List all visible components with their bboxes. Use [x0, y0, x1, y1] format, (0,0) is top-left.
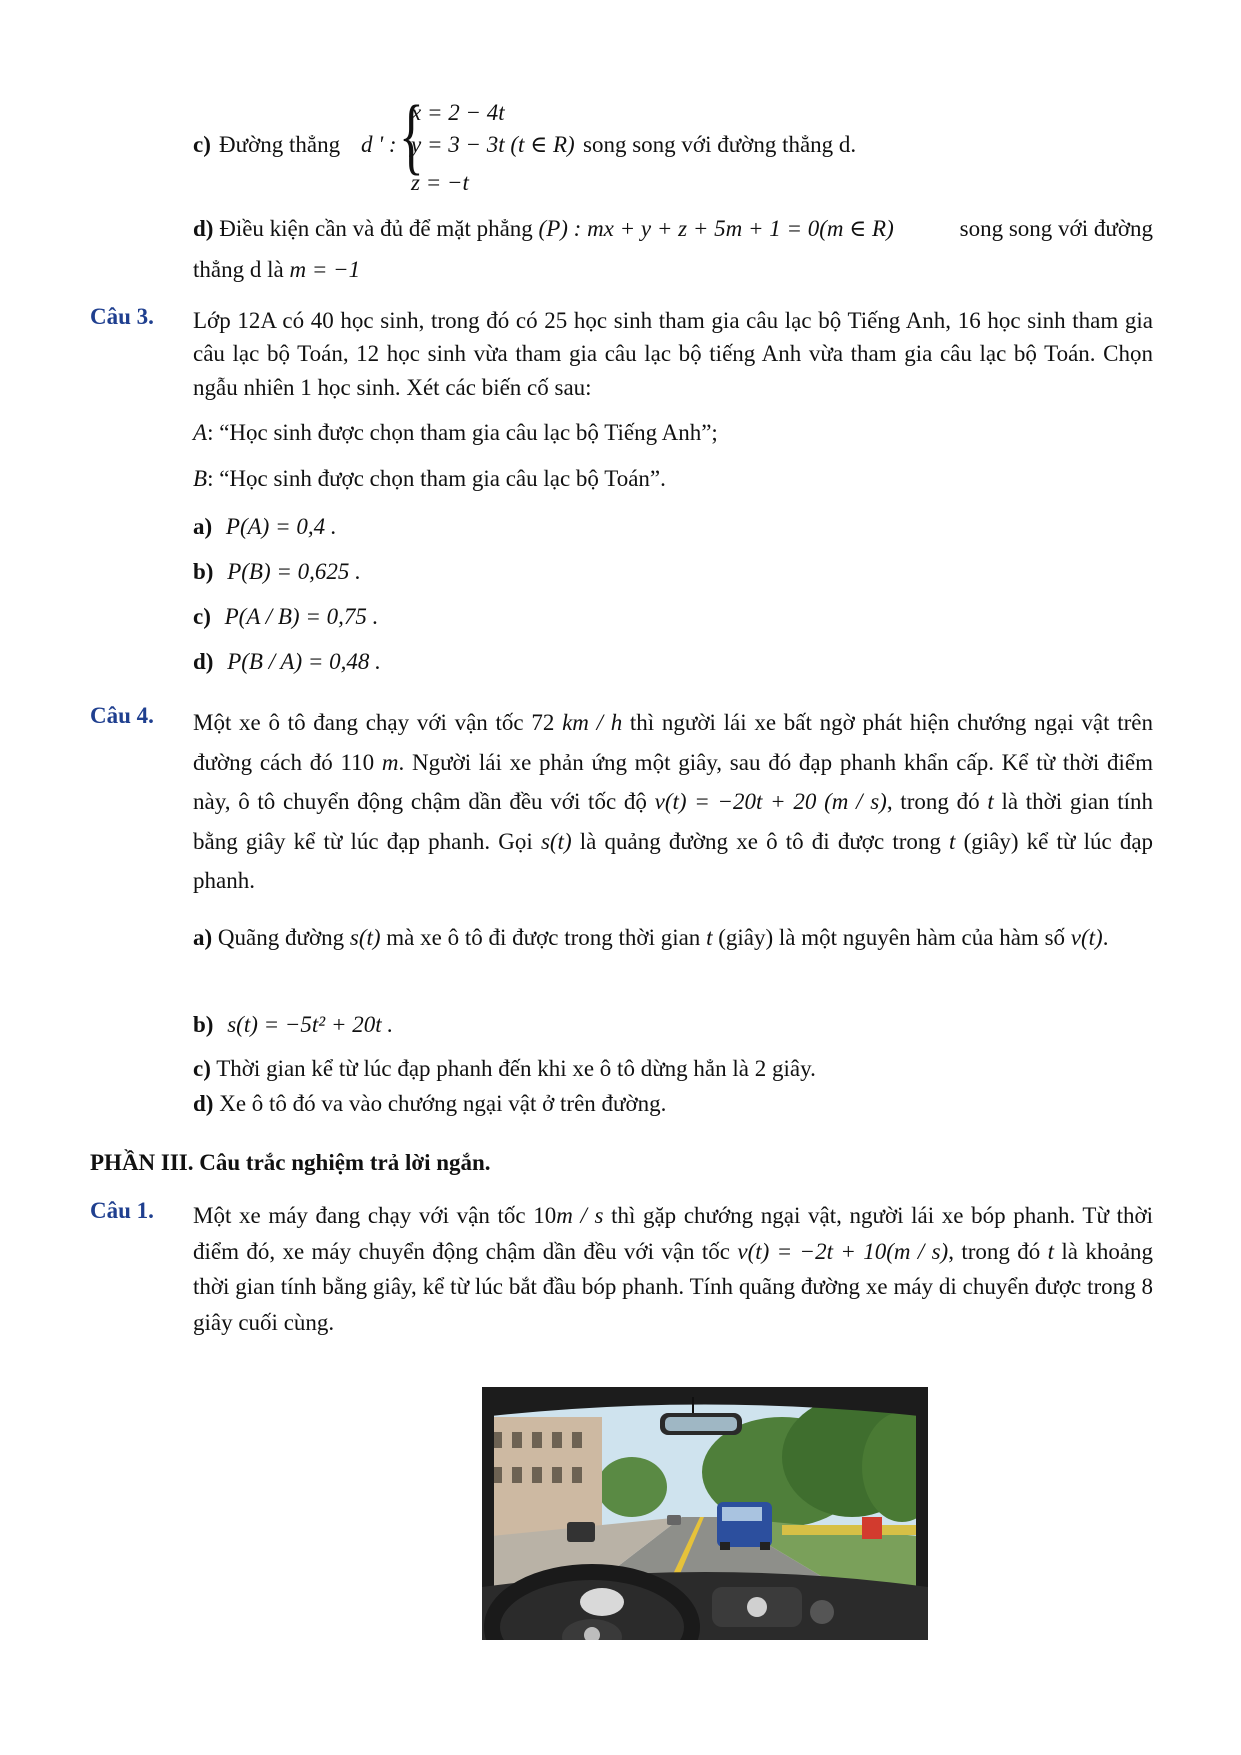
q4-p4: , trong đó: [886, 789, 980, 815]
q3-event-b-name: B: [193, 466, 208, 491]
system-brace: {: [399, 87, 424, 183]
q4-label: Câu 4.: [90, 703, 154, 728]
q2-c-sys-2: y = 3 − 3t (t ∈ R): [411, 132, 575, 157]
q3-option-expr: P(A) = 0,4 .: [225, 514, 337, 539]
q4-item-c: [193, 1052, 816, 1085]
p3q1-velocity-formula: v(t) = −2t + 10(m / s): [737, 1238, 949, 1264]
q2-d-line1: [193, 212, 1153, 245]
p3q1-t2: thì gặp chướng ngại vật, người lái xe bóp phanh. Từ thời điểm đó, xe máy chuyển động chậm dần đều với vận tốc: [193, 1203, 1154, 1264]
p3q1-t4: là khoảng thời gian tính bằng giây, kể từ lúc bắt đầu bóp phanh. Tính quãng đường xe máy di chuyển được trong 8 giây cuối cùng.: [193, 1238, 1154, 1335]
q4-text: [193, 703, 1153, 901]
q2-c-text1: Đường thẳng: [219, 132, 341, 157]
q3-option-expr: P(A / B) = 0,75 .: [224, 604, 379, 629]
driver-view-image: [482, 1387, 928, 1640]
q3-option-d: [193, 645, 381, 678]
q2-d-plane: (P) : mx + y + z + 5m + 1 = 0(m ∈ R): [538, 216, 894, 241]
q4-a-text1: Quãng đường: [217, 925, 345, 950]
q3-option-label: b): [193, 559, 214, 584]
q2-c-sys-3: z = −t: [411, 170, 469, 195]
q4-a-text3: (giây) là một nguyên hàm của hàm số: [718, 925, 1066, 950]
q4-p7: (giây) kể từ lúc đạp phanh.: [193, 828, 1154, 894]
q4-velocity-formula: v(t) = −20t + 20 (m / s): [654, 789, 887, 815]
p3q1-speed-unit: m / s: [556, 1203, 604, 1228]
p3q1-t3: , trong đó: [948, 1238, 1041, 1264]
q4-speed-unit: km / h: [562, 710, 623, 735]
q4-item-a: [193, 918, 1153, 958]
q2-d-text2: song song với đường: [959, 216, 1153, 241]
q3-option-expr: P(B) = 0,625 .: [227, 559, 361, 584]
q4-p1: Một xe ô tô đang chạy với vận tốc 72: [193, 710, 555, 735]
q4-a-end: .: [1102, 925, 1109, 950]
q2-c-text2: song song với đường thẳng d.: [583, 132, 857, 157]
q4-p5: là thời gian tính bằng giây kể từ lúc đạp phanh. Gọi: [193, 789, 1154, 854]
q2-c-sys-1: x = 2 − 4t: [411, 100, 505, 125]
part3-heading: PHẦN III. Câu trắc nghiệm trả lời ngắn.: [90, 1150, 491, 1175]
q3-text: Lớp 12A có 40 học sinh, trong đó có 25 học sinh tham gia câu lạc bộ Tiếng Anh, 16 học sinh tham gia câu lạc bộ Toán, 12 học sinh vừa tham gia câu lạc bộ tiếng Anh vừa tham gia câu lạc bộ Toán. Chọn ngẫu nhiên 1 học sinh. Xét các biến cố sau:: [193, 308, 1153, 400]
q4-c-text: Thời gian kể từ lúc đạp phanh đến khi xe ô tô dừng hẳn là 2 giây.: [216, 1056, 816, 1081]
q4-c-label: c): [193, 1056, 211, 1081]
q4-item-d: [193, 1087, 666, 1120]
p3q1-text: [193, 1198, 1153, 1341]
q3-event-a-name: A: [193, 420, 208, 445]
q2-d-text1: Điều kiện cần và đủ để mặt phẳng: [219, 216, 533, 241]
q3-event-b-text: : “Học sinh được chọn tham gia câu lạc bộ Toán”.: [207, 466, 666, 491]
q4-b-label: b): [193, 1012, 214, 1037]
q3-option-b: [193, 555, 361, 588]
q3-event-a: [193, 416, 718, 449]
q4-a-v: v(t): [1070, 925, 1103, 950]
q2-c-dprime: d ' :: [361, 132, 397, 157]
q4-var-t2: t: [949, 828, 956, 854]
q4-d-label: d): [193, 1091, 214, 1116]
q3-option-c: [193, 600, 378, 633]
q3-option-expr: P(B / A) = 0,48 .: [227, 649, 381, 674]
p3q1-t1: Một xe máy đang chạy với vận tốc 10: [193, 1203, 557, 1228]
q3-option-label: d): [193, 649, 214, 674]
q3-option-label: c): [193, 604, 211, 629]
q4-a-text2: mà xe ô tô đi được trong thời gian: [386, 925, 701, 950]
q2-d-value: m = −1: [289, 257, 361, 283]
q4-a-s: s(t): [349, 925, 381, 950]
q2-d-text3: thẳng d là: [193, 257, 284, 283]
q4-s-of-t: s(t): [540, 828, 572, 854]
q4-distance-unit: m: [381, 749, 399, 775]
q4-item-b: [193, 1008, 393, 1041]
q2-d-line2: [193, 253, 1153, 286]
q4-a-label: a): [193, 925, 213, 950]
q4-b-expr: s(t) = −5t² + 20t .: [227, 1012, 394, 1037]
q4-a-t: t: [706, 925, 713, 950]
q3-event-b: [193, 462, 666, 495]
p3q1-var-t: t: [1047, 1238, 1054, 1264]
driver-view-illustration: [482, 1387, 928, 1640]
q3-label: Câu 3.: [90, 304, 154, 329]
q3-option-a: [193, 510, 337, 543]
q4-p3: . Người lái xe phản ứng một giây, sau đó đạp phanh khẩn cấp. Kể từ thời điểm này, ô tô chuyển động chậm dần đều với tốc độ: [193, 749, 1154, 815]
p3q1-label: Câu 1.: [90, 1198, 154, 1223]
q3-event-a-text: : “Học sinh được chọn tham gia câu lạc bộ Tiếng Anh”;: [207, 420, 718, 445]
q3-option-label: a): [193, 514, 213, 539]
q2-item-c: [193, 87, 1153, 206]
q4-d-text: Xe ô tô đó va vào chướng ngại vật ở trên đường.: [219, 1091, 667, 1116]
q4-p6: là quảng đường xe ô tô đi được trong: [579, 828, 941, 854]
q2-item-d: [193, 212, 1153, 287]
q4-var-t: t: [987, 789, 994, 815]
q2-d-label: d): [193, 216, 214, 241]
q4-p2: thì người lái xe bất ngờ phát hiện chướng ngại vật trên đường cách đó 110: [193, 710, 1154, 775]
q2-c-label: c): [193, 132, 211, 157]
